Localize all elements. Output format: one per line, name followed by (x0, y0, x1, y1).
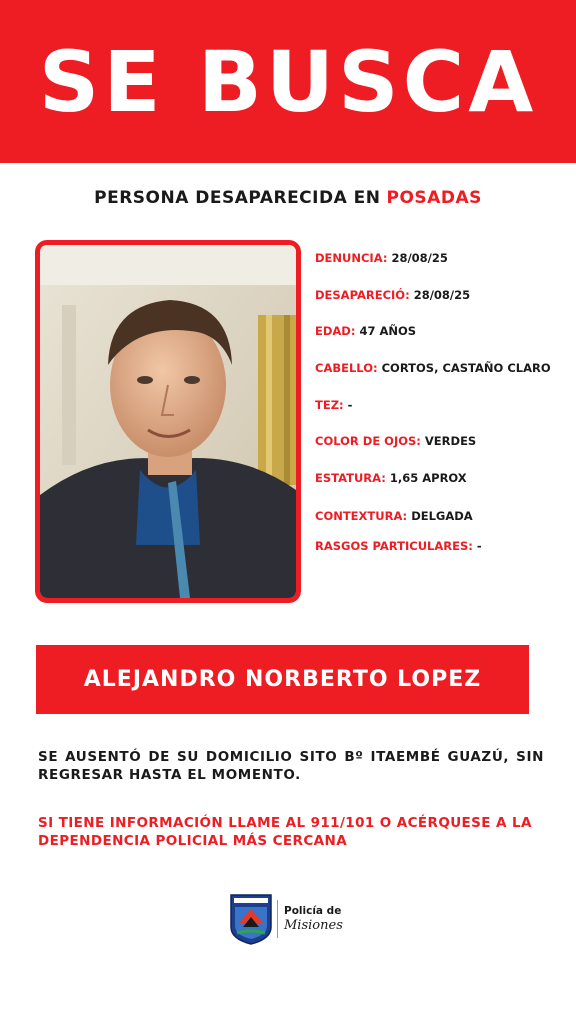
name-banner (36, 645, 529, 714)
detail-desaparecio (315, 288, 470, 302)
detail-label: CABELLO: (315, 361, 378, 375)
subtitle (0, 188, 576, 208)
detail-label: EDAD: (315, 324, 356, 338)
brand-bottom: Misiones (284, 918, 343, 933)
missing-person-photo (35, 240, 301, 603)
detail-value: CORTOS, CASTAÑO CLARO (381, 361, 551, 375)
subtitle-prefix: PERSONA DESAPARECIDA EN (94, 188, 381, 208)
detail-denuncia (315, 251, 448, 265)
subtitle-city: POSADAS (386, 188, 482, 208)
detail-value: - (347, 398, 353, 412)
detail-value: 1,65 APROX (389, 471, 467, 485)
detail-label: ESTATURA: (315, 471, 386, 485)
detail-rasgos (315, 539, 482, 553)
detail-estatura (315, 471, 467, 485)
brand-text (284, 905, 343, 933)
detail-value: 28/08/25 (391, 251, 448, 265)
page-title: SE BUSCA (38, 32, 538, 131)
detail-label: TEZ: (315, 398, 344, 412)
header-banner (0, 0, 576, 163)
detail-contextura (315, 509, 473, 523)
detail-label: DENUNCIA: (315, 251, 388, 265)
detail-value: VERDES (424, 434, 477, 448)
detail-label: RASGOS PARTICULARES: (315, 539, 473, 553)
detail-label: COLOR DE OJOS: (315, 434, 421, 448)
police-shield-icon (229, 893, 273, 945)
detail-value: 28/08/25 (413, 288, 471, 302)
detail-label: CONTEXTURA: (315, 509, 408, 523)
footer-logo (229, 891, 343, 947)
detail-value: - (476, 539, 482, 553)
person-name: ALEJANDRO NORBERTO LOPEZ (83, 667, 482, 692)
detail-cabello (315, 361, 551, 375)
brand-top: Policía de (284, 905, 342, 917)
detail-value: 47 AÑOS (359, 324, 417, 338)
detail-color-ojos (315, 434, 476, 448)
portrait-image (40, 245, 296, 598)
contact-line-1: SI TIENE INFORMACIÓN LLAME AL 911/101 O ACÉRQUESE A LA (38, 815, 532, 831)
footer-divider (277, 900, 278, 938)
detail-tez (315, 398, 352, 412)
detail-label: DESAPARECIÓ: (315, 288, 410, 302)
description-text: SE AUSENTÓ DE SU DOMICILIO SITO Bº ITAEMBÉ GUAZÚ, SIN REGRESAR HASTA EL MOMENTO. (38, 749, 544, 783)
contact-info (38, 814, 538, 850)
detail-value: DELGADA (411, 509, 473, 523)
detail-edad (315, 324, 416, 338)
contact-line-2: DEPENDENCIA POLICIAL MÁS CERCANA (38, 833, 348, 849)
